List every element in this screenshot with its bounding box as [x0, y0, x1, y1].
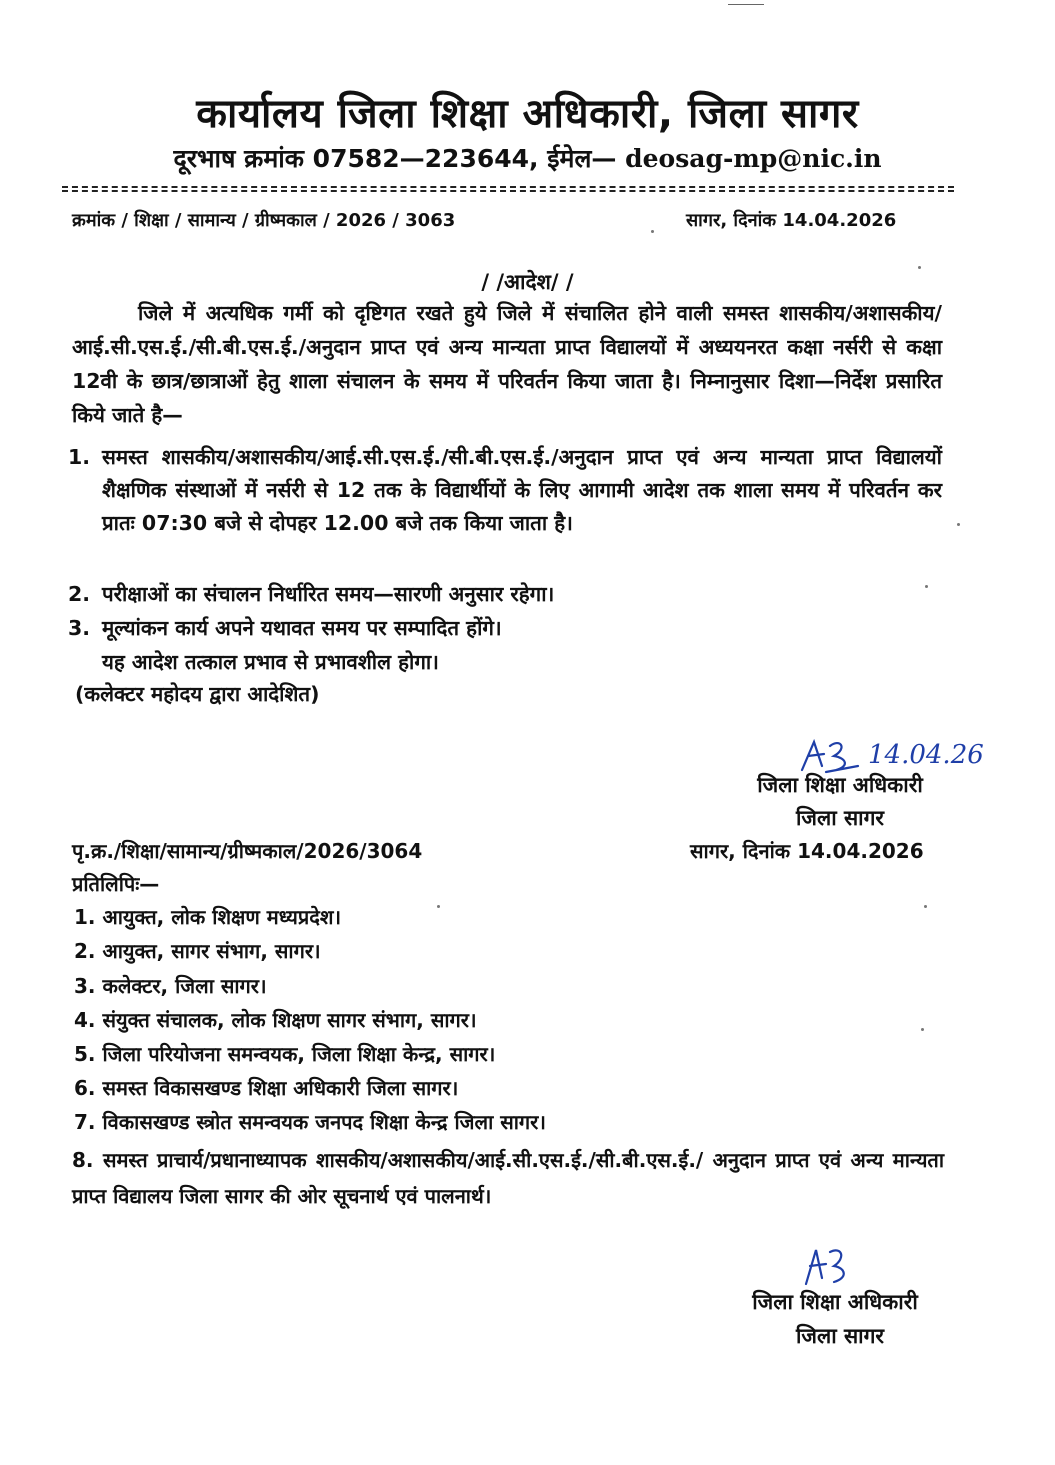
scan-speck — [437, 905, 440, 908]
order-item — [68, 578, 942, 611]
order-intro: जिले में अत्यधिक गर्मी को दृष्टिगत रखते हुये जिले में संचालित होने वाली समस्त शासकीय/अशासकीय/आई.सी.एस.ई./सी.बी.एस.ई./अनुदान प्राप्त एवं अन्य मान्यता प्राप्त विद्यालयों में अध्ययनरत कक्षा नर्सरी से कक्षा 12वी के छात्र/छात्राओं हेतु शाला संचालन के समय में परिवर्तन किया जाता है। निम्नानुसार दिशा—निर्देश प्रसारित किये जाते है— — [72, 301, 942, 427]
scan-speck — [925, 585, 928, 588]
order-item-number: 1. — [68, 445, 91, 469]
scan-speck — [918, 266, 921, 269]
copy-item: 1. आयुक्त, लोक शिक्षण मध्यप्रदेश। — [74, 905, 342, 929]
copy-item: 4. संयुक्त संचालक, लोक शिक्षण सागर संभाग, सागर। — [74, 1008, 477, 1032]
copy-item: 2. आयुक्त, सागर संभाग, सागर। — [74, 939, 321, 963]
header-divider-2 — [62, 190, 954, 192]
signature-initials-1 — [796, 736, 866, 776]
scan-speck — [957, 523, 960, 526]
contact-email: deosag-mp@nic.in — [625, 144, 882, 173]
copy-heading: प्रतिलिपिः— — [72, 872, 160, 896]
order-item — [68, 441, 942, 577]
signature1-district: जिला सागर — [795, 806, 885, 830]
office-title: कार्यालय जिला शिक्षा अधिकारी, जिला सागर — [196, 91, 859, 137]
order-item-number: 2. — [68, 582, 91, 606]
signature-initials-2 — [796, 1244, 856, 1288]
order-number: क्रमांक / शिक्षा / सामान्य / ग्रीष्मकाल / 2026 / 3063 — [72, 210, 456, 231]
order-effect: यह आदेश तत्काल प्रभाव से प्रभावशील होगा। — [102, 650, 439, 674]
order-place-date: सागर, दिनांक 14.04.2026 — [686, 210, 897, 231]
copy-item: 3. कलेक्टर, जिला सागर। — [74, 974, 267, 998]
signature1-designation: जिला शिक्षा अधिकारी — [757, 773, 923, 797]
copy-place-date: सागर, दिनांक 14.04.2026 — [690, 839, 924, 863]
signature-handwritten-date: 14.04.26 — [868, 740, 984, 770]
order-item-text: समस्त शासकीय/अशासकीय/आई.सी.एस.ई./सी.बी.एस.ई./अनुदान प्राप्त एवं अन्य मान्यता प्राप्त विद्यालयों शैक्षणिक संस्थाओं में नर्सरी से 12 तक के विद्यार्थीयों के लिए आगामी आदेश तक शाला समय में परिवर्तन कर प्रातः 07:30 बजे से दोपहर 12.00 बजे तक किया जाता है। — [102, 445, 942, 535]
order-item-text: परीक्षाओं का संचालन निर्धारित समय—सारणी अनुसार रहेगा। — [102, 582, 555, 606]
contact-line — [0, 141, 1055, 175]
scan-speck — [651, 230, 654, 233]
copy-item: 5. जिला परियोजना समन्वयक, जिला शिक्षा केन्द्र, सागर। — [74, 1042, 496, 1066]
signature2-designation: जिला शिक्षा अधिकारी — [752, 1290, 918, 1314]
signature2-district: जिला सागर — [795, 1324, 885, 1348]
order-authority: (कलेक्टर महोदय द्वारा आदेशित) — [75, 682, 320, 706]
header-divider — [62, 186, 954, 188]
scan-mark — [728, 4, 764, 5]
copy-number: पृ.क्र./शिक्षा/सामान्य/ग्रीष्मकाल/2026/3064 — [72, 839, 423, 863]
contact-phone: दूरभाष क्रमांक 07582—223644, ईमेल— — [173, 144, 617, 173]
order-heading: / /आदेश/ / — [481, 270, 574, 294]
copy-item: 7. विकासखण्ड स्त्रोत समन्वयक जनपद शिक्षा केन्द्र जिला सागर। — [74, 1110, 546, 1134]
copy-item: 8. समस्त प्राचार्य/प्रधानाध्यापक शासकीय/अशासकीय/आई.सी.एस.ई./सी.बी.एस.ई./ अनुदान प्राप्त एवं अन्य मान्यता प्राप्त विद्यालय जिला सागर की ओर सूचनार्थ एवं पालनार्थ। — [72, 1148, 944, 1208]
scan-speck — [921, 1028, 924, 1031]
copy-item: 6. समस्त विकासखण्ड शिक्षा अधिकारी जिला सागर। — [74, 1076, 459, 1100]
order-item — [68, 612, 942, 645]
order-item-number: 3. — [68, 616, 91, 640]
order-item-text: मूल्यांकन कार्य अपने यथावत समय पर सम्पादित होंगे। — [102, 616, 502, 640]
scan-speck — [924, 905, 927, 908]
